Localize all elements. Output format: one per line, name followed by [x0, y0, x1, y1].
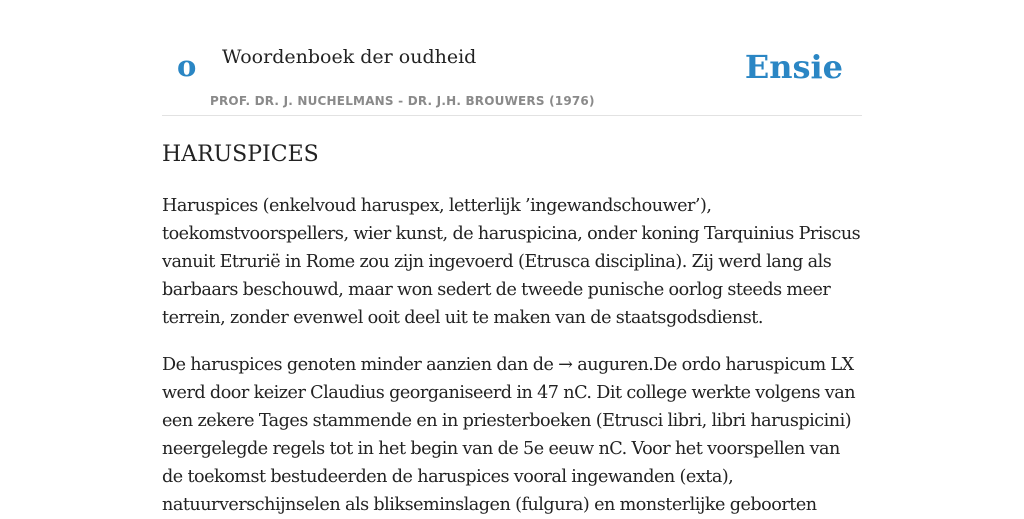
entry-paragraph: Haruspices (enkelvoud haruspex, letterlijk ’ingewandschouwer’), toekomstvoorspellers, wier kunst, de haruspicina, onder koning Tarquinius Priscus vanuit Etrurië in Rome zou zijn ingevoerd (Etrusca disciplina). Zij werd lang als barbaars beschouwd, maar won sedert de tweede punische oorlog steeds meer terrein, zonder evenwel ooit deel uit te maken van de staatsgodsdienst. — [162, 196, 861, 329]
page-header — [162, 0, 862, 116]
entry-paragraph: De haruspices genoten minder aanzien dan de → auguren.De ordo haruspicum LX werd door keizer Claudius georganiseerd in 47 nC. Dit college werkte volgens van een zekere Tages stammende en in priesterboeken (Etrusci libri, libri haruspicini) neergelegde regels tot in het begin van de 5e eeuw nC. Voor het voorspellen van de toekomst bestudeerden de haruspices vooral ingewanden (exta), natuurverschijnselen als blikseminslagen (fulgura) en monsterlijke geboorten — [162, 355, 856, 516]
dictionary-title-link[interactable]: Woordenboek der oudheid — [222, 46, 477, 68]
ensie-brand-logo[interactable]: Ensie — [744, 48, 843, 86]
dictionary-logo-icon[interactable]: o — [177, 49, 197, 83]
dictionary-authors: PROF. DR. J. NUCHELMANS - DR. J.H. BROUWERS (1976) — [210, 94, 595, 108]
entry-title: HARUSPICES — [162, 142, 319, 167]
page-container — [162, 0, 862, 519]
